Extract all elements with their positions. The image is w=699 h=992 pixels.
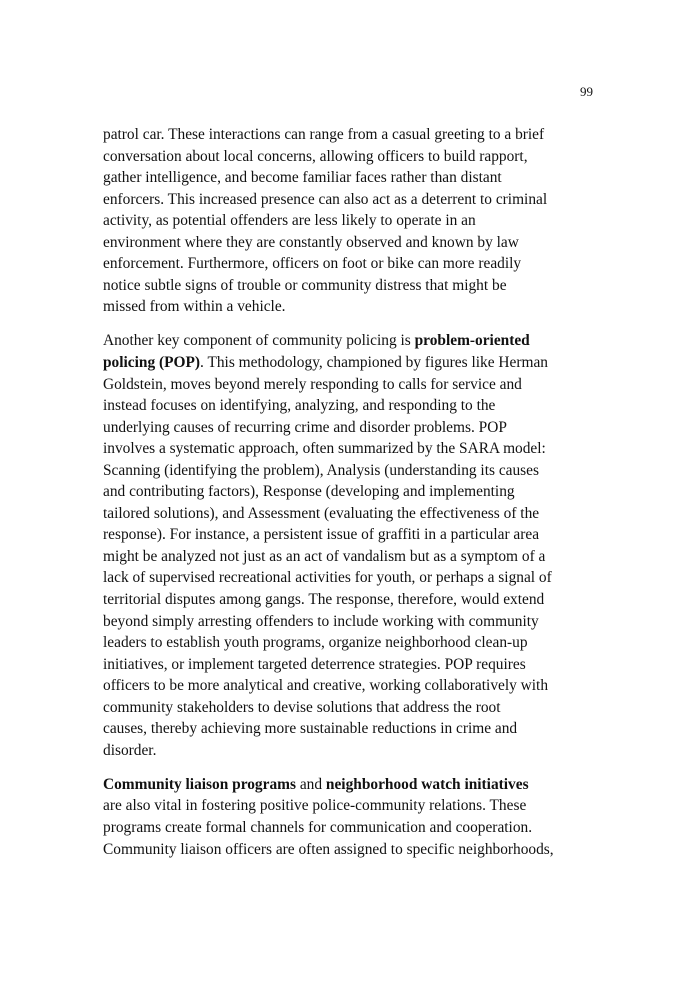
text-line (103, 632, 623, 654)
page-number: 99 (580, 84, 593, 99)
text-run: territorial disputes among gangs. The response, therefore, would extend (103, 590, 545, 608)
text-line (103, 460, 623, 482)
text-run: tailored solutions), and Assessment (evaluating the effectiveness of the (103, 504, 540, 522)
text-run: lack of supervised recreational activities for youth, or perhaps a signal of (103, 569, 552, 587)
text-run: conversation about local concerns, allowing officers to build rapport, (103, 147, 528, 165)
text-line (103, 232, 623, 254)
text-line (103, 275, 623, 297)
text-run: beyond simply arresting offenders to include working with community (103, 612, 539, 630)
text-line (103, 481, 623, 503)
text-line (103, 330, 623, 352)
text-run: patrol car. These interactions can range from a casual greeting to a brief (103, 126, 545, 143)
text-run: notice subtle signs of trouble or community distress that might be (103, 276, 507, 294)
text-line (103, 675, 623, 697)
text-run: leaders to establish youth programs, organize neighborhood clean-up (103, 634, 528, 652)
paragraph (103, 774, 623, 860)
document-body (103, 124, 623, 873)
text-run: are also vital in fostering positive police-community relations. These (103, 797, 527, 815)
text-run: disorder. (103, 741, 157, 759)
text-run: activity, as potential offenders are less likely to operate in an (103, 212, 476, 230)
text-run: enforcers. This increased presence can also act as a deterrent to criminal (103, 190, 548, 208)
text-line (103, 718, 623, 740)
text-run: response). For instance, a persistent issue of graffiti in a particular area (103, 526, 540, 544)
text-line (103, 146, 623, 168)
text-run: Another key component of community policing is (103, 332, 415, 350)
text-line (103, 524, 623, 546)
text-line (103, 417, 623, 439)
text-line (103, 503, 623, 525)
text-run: and contributing factors), Response (developing and implementing (103, 483, 515, 501)
text-line (103, 438, 623, 460)
text-line (103, 124, 623, 146)
text-run: community stakeholders to devise solutions that address the root (103, 698, 501, 716)
text-line (103, 374, 623, 396)
text-line (103, 817, 623, 839)
text-line (103, 189, 623, 211)
text-line (103, 774, 623, 796)
text-line (103, 611, 623, 633)
text-run: . This methodology, championed by figures like Herman (200, 353, 548, 371)
text-line (103, 253, 623, 275)
text-run: environment where they are constantly observed and known by law (103, 233, 519, 251)
text-line (103, 167, 623, 189)
text-run: causes, thereby achieving more sustainable reductions in crime and (103, 720, 518, 738)
bold-term: policing (POP) (103, 353, 201, 371)
text-run: initiatives, or implement targeted deterrence strategies. POP requires (103, 655, 526, 673)
text-run: gather intelligence, and become familiar faces rather than distant (103, 169, 502, 187)
paragraph (103, 124, 623, 318)
text-line (103, 740, 623, 762)
text-line (103, 795, 623, 817)
text-line (103, 395, 623, 417)
text-run: enforcement. Furthermore, officers on foot or bike can more readily (103, 255, 522, 273)
bold-term: neighborhood watch initiatives (325, 775, 529, 793)
text-run: Scanning (identifying the problem), Analysis (understanding its causes (103, 461, 539, 479)
text-run: officers to be more analytical and creative, working collaboratively with (103, 677, 549, 695)
text-run: missed from within a vehicle. (103, 298, 286, 316)
text-line (103, 567, 623, 589)
text-run: instead focuses on identifying, analyzing, and responding to the (103, 397, 496, 415)
text-run: programs create formal channels for communication and cooperation. (103, 818, 533, 836)
bold-term: problem-oriented (414, 332, 530, 350)
text-line (103, 352, 623, 374)
text-line (103, 210, 623, 232)
text-run: Community liaison officers are often assigned to specific neighborhoods, (103, 840, 554, 858)
text-line (103, 589, 623, 611)
text-line (103, 697, 623, 719)
text-line (103, 546, 623, 568)
bold-term: Community liaison programs (103, 775, 296, 793)
text-run: and (295, 775, 326, 793)
text-line (103, 654, 623, 676)
text-line (103, 839, 623, 861)
text-run: Goldstein, moves beyond merely responding to calls for service and (103, 375, 522, 393)
text-run: involves a systematic approach, often summarized by the SARA model: (103, 440, 546, 458)
text-line (103, 296, 623, 318)
paragraph (103, 330, 623, 761)
text-run: underlying causes of recurring crime and disorder problems. POP (103, 418, 507, 436)
text-run: might be analyzed not just as an act of vandalism but as a symptom of a (103, 547, 546, 565)
